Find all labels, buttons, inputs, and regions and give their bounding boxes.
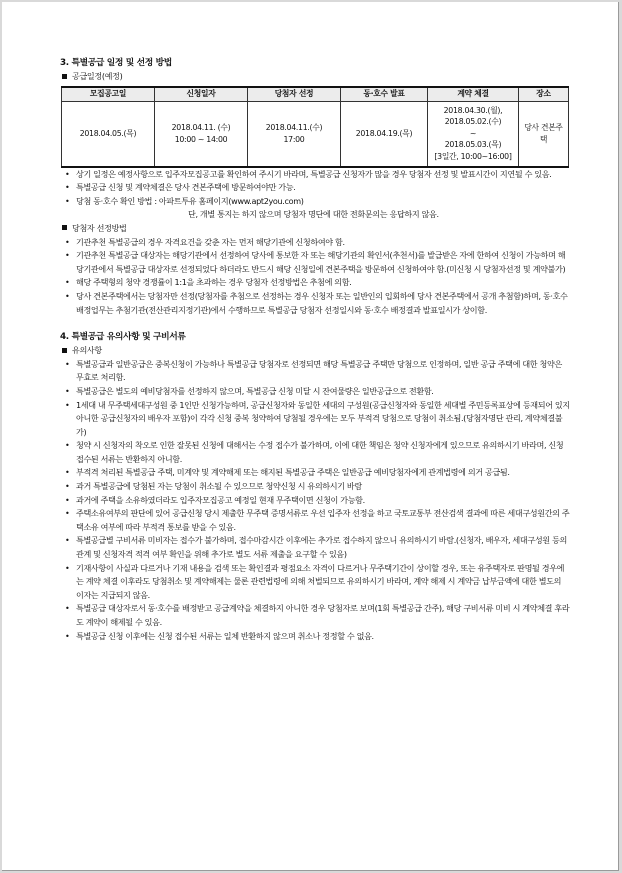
list-item: • 부적격 처리된 특별공급 주택, 미계약 및 계약해제 또는 해지된 특별공급 주택은 일반공급 예비당첨자에게 관계법령에 의거 공급됨. [65,467,510,478]
list-item: • 특별공급 대상자로서 동·호수를 배정받고 공급계약을 체결하지 아니한 경우 당첨자로 보며(1회 특별공급 간주), 해당 구비서류 미비 시 계약체결 후라도 계약이 해제될 수 있음. [65,603,570,627]
selection-subtitle: 당첨자 선정방법 [60,222,570,236]
square-bullet-icon [62,225,67,230]
schedule-subtitle: 공급일정(예정) [60,70,570,84]
header-apply: 신청일자 [155,87,248,102]
schedule-table [61,86,569,168]
list-item: • 해당 주택형의 청약 경쟁률이 1:1을 초과하는 경우 당첨자 선정방법은 추첨에 의함. [65,277,352,288]
list-item: • 과거에 주택을 소유하였더라도 입주자모집공고 예정일 현재 무주택이면 신청이 가능함. [65,494,365,505]
notice-subtitle: 유의사항 [60,344,570,358]
schedule-header-row [62,87,569,102]
document-content [60,56,570,643]
header-winner: 당첨자 선정 [248,87,341,102]
list-item: • 기관추천 특별공급의 경우 자격요건을 갖춘 자는 먼저 해당기관에 신청하여야 함. [65,236,345,247]
schedule-notes [60,168,570,209]
list-item: • 특별공급 신청 및 계약체결은 당사 견본주택에 방문하여야만 가능. [65,182,296,193]
notice-list [60,358,570,643]
cell-contract: 2018.04.30.(월), 2018.05.02.(수) ~ 2018.05.03.(목) [3일간, 10:00~16:00] [428,101,519,167]
schedule-data-row [62,101,569,167]
list-item: • 특별공급 신청 이후에는 신청 접수된 서류는 일체 반환하지 않으며 취소나 정정할 수 없음. [65,630,374,641]
cell-notice: 2018.04.05.(목) [62,101,155,167]
list-item: • 기관추천 특별공급 대상자는 해당기관에서 선정하여 당사에 통보한 자 또는 해당기관의 확인서(추천서)를 발급받은 자에 한하여 신청이 가능하며 해당기관에서 특별공급 대상자로 선정되었다 하더라도 반드시 해당 신청일에 견본주택을 방문하여 신청하여야 함.(미신청 시 당첨자선정 및 계약불가) [65,250,566,274]
header-unit: 동·호수 발표 [341,87,428,102]
list-item: • 주택소유여부의 판단에 있어 공급신청 당시 제출한 무주택 증명서류로 우선 입주자 선정을 하고 국토교통부 전산검색 결과에 따른 세대구성원간의 주택소유 여부에 따라 부적격 통보를 받을 수 있음. [65,508,570,532]
list-item: • 1세대 내 무주택세대구성원 중 1인만 신청가능하며, 공급신청자와 동일한 세대의 구성원(공급신청자와 동일한 세대별 주민등록표상에 등재되어 있지 아니한 공급신청자의 배우자 포함)이 각각 신청 중복 청약하여 당첨될 경우에는 모두 부적격 당첨으로 당첨이 취소됨.(당첨자명단 관리, 계약체결불가) [65,399,570,437]
section4-title: 4. 특별공급 유의사항 및 구비서류 [60,332,186,343]
header-notice: 모집공고일 [62,87,155,102]
list-item: • 특별공급은 별도의 예비당첨자를 선정하지 않으며, 특별공급 신청 미달 시 잔여물량은 일반공급으로 전환함. [65,385,434,396]
list-item: • 과거 특별공급에 당첨된 자는 당첨이 취소될 수 있으므로 청약신청 시 유의하시기 바람 [65,481,362,492]
list-item: • 당사 견본주택에서는 당첨자만 선정(당첨자를 추첨으로 선정하는 경우 신청자 또는 일반인의 입회하에 당사 견본주택에서 공개 추첨함)하며, 동·호수 배정업무는 추첨기관(전산관리지정기관)에서 수행하므로 특별공급 당첨자 선정일시와 동·호수 배정결과 발표일시가 상이함. [65,290,568,315]
square-bullet-icon [62,74,67,79]
cell-winner: 2018.04.11.(수) 17:00 [248,101,341,167]
list-item: • 청약 시 신청자의 착오로 인한 잘못된 신청에 대해서는 수정 접수가 불가하며, 이에 대한 책임은 청약 신청자에게 있으므로 유의하시기 바라며, 신청 접수된 서류는 반환하지 아니함. [65,440,564,464]
header-contract: 계약 체결 [428,87,519,102]
list-item: • 기재사항이 사실과 다르거나 기재 내용을 검색 또는 확인결과 평점요소 자격이 다르거나 무주택기간이 상이할 경우, 또는 유주택자로 판명될 경우에는 계약 체결 이후라도 당첨취소 및 계약해제는 물론 관련법령에 의해 처벌되므로 유의하시기 바라며, 계약 해제 시 계약금 납부금액에 대한 별도의 이자는 지급되지 않음. [65,562,565,600]
selection-list [60,236,570,318]
list-item: • 특별공급별 구비서류 미비자는 접수가 불가하며, 접수마감시간 이후에는 추가로 접수하지 않으니 유의하시기 바람.(신청자, 배우자, 세대구성원 등의 관계 및 신청자격 적격 여부 확인을 위해 추가로 별도 서류 제출을 요구할 수 있음) [65,535,567,560]
cell-place: 당사 견본주택 [519,101,569,167]
document-page [2,2,619,871]
notes-tail: 단, 개별 통지는 하지 않으며 당첨자 명단에 대한 전화문의는 응답하지 않음. [188,209,439,220]
list-item: • 당첨 동·호수 확인 방법 : 아파트투유 홈페이지(www.apt2you.com) [65,195,304,206]
list-item: • 특별공급과 일반공급은 중복신청이 가능하나 특별공급 당첨자로 선정되면 해당 특별공급 주택만 당첨으로 인정하며, 일반 공급 주택에 대한 청약은 무효로 처리함. [65,358,562,383]
list-item: • 상기 일정은 예정사항으로 입주자모집공고를 확인하여 주시기 바라며, 특별공급 신청자가 많을 경우 당첨자 선정 및 발표시간이 지연될 수 있음. [65,168,552,179]
cell-unit: 2018.04.19.(목) [341,101,428,167]
cell-apply: 2018.04.11. (수) 10:00 ~ 14:00 [155,101,248,167]
header-place: 장소 [519,87,569,102]
square-bullet-icon [62,348,67,353]
section3-title: 3. 특별공급 일정 및 선정 방법 [60,58,172,68]
